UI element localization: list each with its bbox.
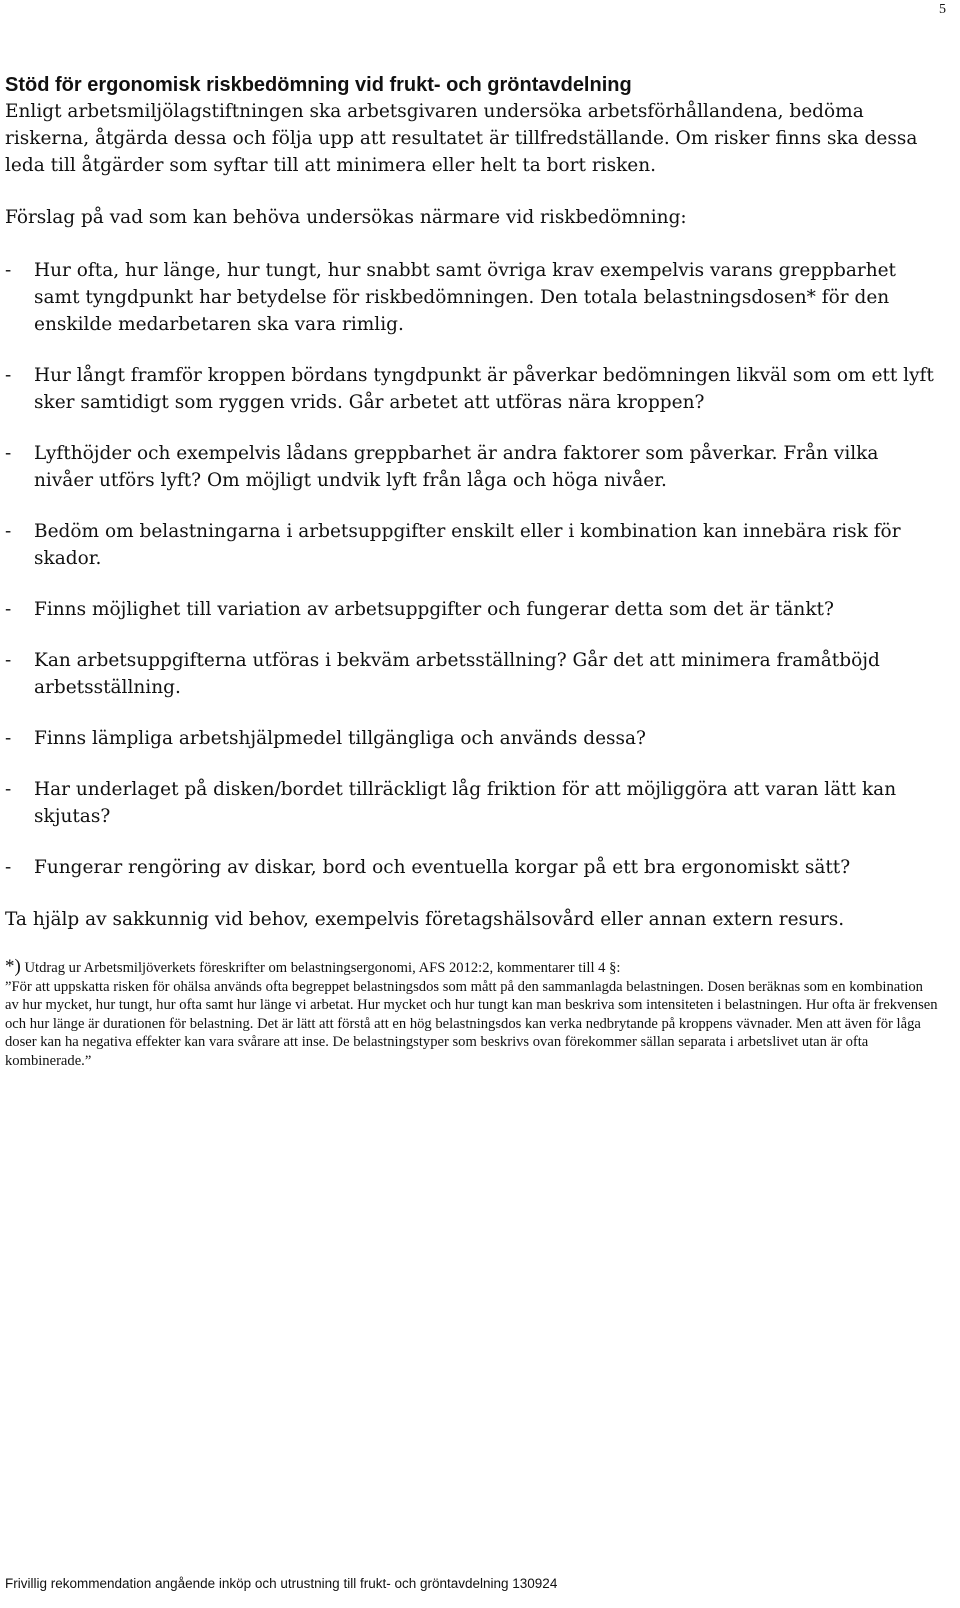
list-item (5, 596, 940, 623)
list-item-text: Har underlaget på disken/bordet tillräckligt låg friktion för att möjliggöra att varan lätt kan skjutas? (34, 779, 897, 827)
list-item-text: Hur ofta, hur länge, hur tungt, hur snabbt samt övriga krav exempelvis varans greppbarhet samt tyngdpunkt har betydelse för riskbedömningen. Den totala belastningsdosen* för den enskilde medarbetaren ska vara rimlig. (34, 260, 896, 335)
list-item-text: Hur långt framför kroppen bördans tyngdpunkt är påverkar bedömningen likväl som om ett lyft sker samtidigt som ryggen vrids. Går arbetet att utföras nära kroppen? (34, 365, 934, 413)
bullet-dash: - (5, 857, 12, 878)
intro-paragraph: Enligt arbetsmiljölagstiftningen ska arbetsgivaren undersöka arbetsförhållandena, bedöma riskerna, åtgärda dessa och följa upp att resultatet är tillfredställande. Om risker finns ska dessa leda till åtgärder som syftar till att minimera eller helt ta bort risken. (5, 101, 918, 176)
bullet-dash: - (5, 599, 12, 620)
bullet-dash: - (5, 260, 12, 281)
list-item (5, 725, 940, 752)
footnote (5, 958, 940, 1070)
bullet-dash: - (5, 779, 12, 800)
list-item-text: Lyfthöjder och exempelvis lådans greppbarhet är andra faktorer som påverkar. Från vilka nivåer utförs lyft? Om möjligt undvik lyft från låga och höga nivåer. (34, 443, 879, 491)
list-item (5, 440, 940, 494)
page-footer: Frivillig rekommendation angående inköp och utrustning till frukt- och gröntavdelning 130924 (5, 1576, 558, 1591)
bullet-dash: - (5, 728, 12, 749)
list-item-text: Finns lämpliga arbetshjälpmedel tillgängliga och används dessa? (34, 728, 646, 749)
list-item (5, 257, 940, 338)
list-item-text: Fungerar rengöring av diskar, bord och eventuella korgar på ett bra ergonomiskt sätt? (34, 857, 851, 878)
bullet-dash: - (5, 443, 12, 464)
footnote-marker: *) (5, 956, 21, 977)
footnote-text: ”För att uppskatta risken för ohälsa används ofta begreppet belastningsdos som mått på den sammanlagda belastningen. Dosen beräknas som en kombination av hur mycket, hur tungt, hur ofta samt hur länge vi arbetat. Hur mycket och hur tungt kan man beskriva som intensiteten i belastningen. Hur ofta är frekvensen och hur länge är durationen för belastning. Det är lätt att förstå att en hög belastningsdos kan verka nedbrytande på kroppens vävnader. Men att även för låga doser kan ha negativa effekter kan vara svårare att inse. De belastningstyper som beskrivs ovan förekommer sällan separata i arbetslivet utan är ofta kombinerade.” (5, 978, 938, 1069)
list-item (5, 776, 940, 830)
list-item (5, 854, 940, 881)
question-list (5, 257, 940, 905)
bullet-dash: - (5, 365, 12, 386)
list-item (5, 647, 940, 701)
list-item (5, 518, 940, 572)
lead-paragraph: Förslag på vad som kan behöva undersökas närmare vid riskbedömning: (5, 207, 687, 228)
closing-paragraph: Ta hjälp av sakkunnig vid behov, exempelvis företagshälsovård eller annan extern resurs. (5, 909, 845, 930)
list-item (5, 362, 940, 416)
bullet-dash: - (5, 521, 12, 542)
page-number: 5 (939, 2, 946, 17)
list-item-text: Bedöm om belastningarna i arbetsuppgifter enskilt eller i kombination kan innebära risk för skador. (34, 521, 901, 569)
list-item-text: Kan arbetsuppgifterna utföras i bekväm arbetsställning? Går det att minimera framåtböjd arbetsställning. (34, 650, 880, 698)
bullet-dash: - (5, 650, 12, 671)
page-title: Stöd för ergonomisk riskbedömning vid frukt- och gröntavdelning (5, 74, 632, 96)
footnote-source: Utdrag ur Arbetsmiljöverkets föreskrifter om belastningsergonomi, AFS 2012:2, kommentarer till 4 §: (24, 960, 621, 976)
list-item-text: Finns möjlighet till variation av arbetsuppgifter och fungerar detta som det är tänkt? (34, 599, 834, 620)
